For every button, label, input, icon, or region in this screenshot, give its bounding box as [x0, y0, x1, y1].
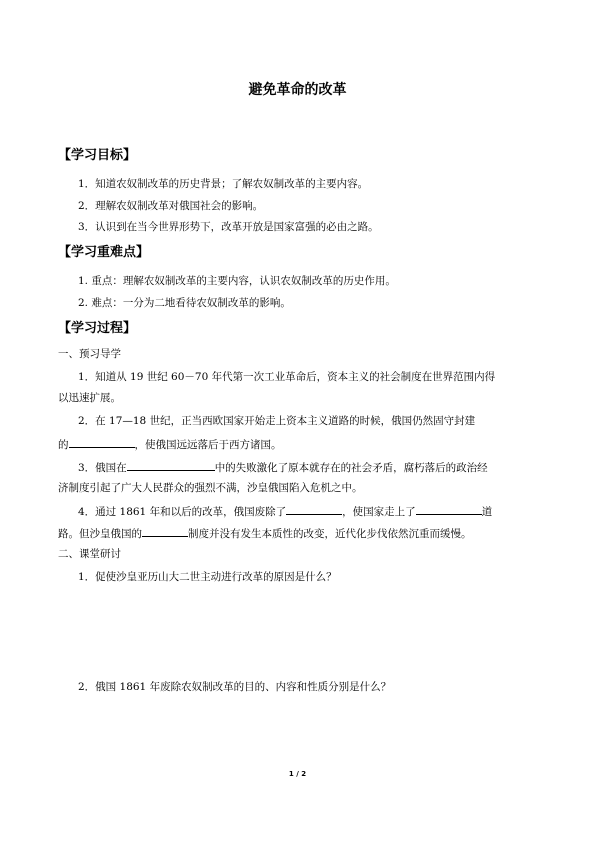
- discussion-q2: 2．俄国 1861 年废除农奴制改革的目的、内容和性质分别是什么？: [78, 681, 392, 693]
- q4-text-a: 4．通过 1861 年和以后的改革，俄国废除了: [78, 506, 287, 518]
- q4-line2: [58, 525, 472, 541]
- goal-item-1: 1．知道农奴制改革的历史背景；了解农奴制改革的主要内容。: [78, 178, 369, 190]
- q2-line1: 2．在 17—18 世纪，正当西欧国家开始走上资本主义道路的时候，俄国仍然固守封建: [78, 415, 476, 427]
- page-title: 避免革命的改革: [248, 82, 347, 98]
- q4-line1: [78, 503, 492, 519]
- q1-line1: 1．知道从 19 世纪 60－70 年代第一次工业革命后，资本主义的社会制度在世界范围内得: [78, 371, 496, 383]
- q2-line2: [58, 436, 282, 452]
- q2-blank[interactable]: [69, 436, 135, 448]
- q3-line1: [78, 459, 488, 475]
- q4-text-d: 路。但沙皇俄国的: [58, 528, 142, 540]
- q3-blank[interactable]: [127, 459, 215, 471]
- q4-text-c: 道: [481, 506, 493, 518]
- q4-text-b: ，使国家走上了: [342, 506, 416, 518]
- q4-blank-1[interactable]: [286, 503, 342, 515]
- q3-line2: 济制度引起了广大人民群众的强烈不满，沙皇俄国陷入危机之中。: [58, 482, 363, 494]
- q1-line2: 以迅速扩展。: [58, 392, 121, 404]
- goal-item-3: 3．认识到在当今世界形势下，改革开放是国家富强的必由之路。: [78, 221, 379, 233]
- keypoint-item-2: 2. 难点：一分为二地看待农奴制改革的影响。: [78, 297, 291, 309]
- q4-text-e: 制度并没有发生本质性的改变，近代化步伐依然沉重而缓慢。: [188, 528, 472, 540]
- q3-text-b: 中的失败激化了原本就存在的社会矛盾，腐朽落后的政治经: [214, 462, 488, 474]
- q2-text-a: 的: [58, 439, 69, 451]
- part1-label: 一、预习导学: [58, 348, 121, 360]
- goal-item-2: 2．理解农奴制改革对俄国社会的影响。: [78, 200, 264, 212]
- discussion-q1: 1．促使沙皇亚历山大二世主动进行改革的原因是什么？: [78, 571, 337, 583]
- page-number: 1 / 2: [288, 770, 307, 778]
- part2-label: 二、课堂研讨: [58, 548, 121, 560]
- q3-text-a: 3．俄国在: [78, 462, 127, 474]
- keypoint-item-1: 1. 重点：理解农奴制改革的主要内容，认识农奴制改革的历史作用。: [78, 275, 396, 287]
- q2-text-b: ，使俄国远远落后于西方诸国。: [134, 439, 282, 451]
- q4-blank-3[interactable]: [142, 525, 188, 537]
- goals-heading: 【学习目标】: [58, 148, 137, 163]
- process-heading: 【学习过程】: [58, 321, 137, 336]
- q4-blank-2[interactable]: [416, 503, 482, 515]
- keypoints-heading: 【学习重难点】: [58, 245, 150, 260]
